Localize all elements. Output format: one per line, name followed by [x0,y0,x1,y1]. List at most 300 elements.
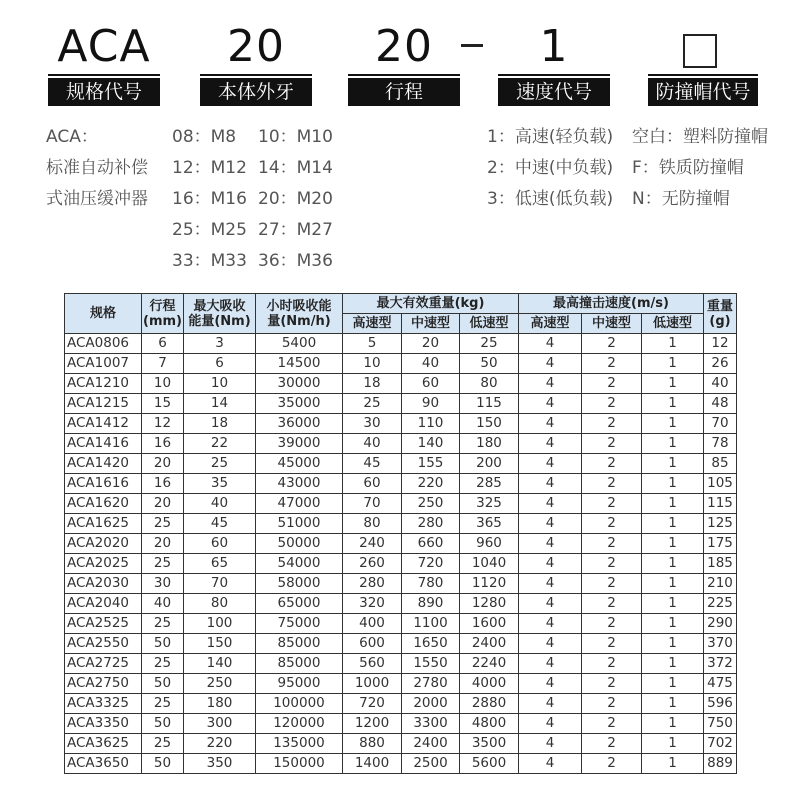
cell-speed-low: 1 [642,374,704,394]
cell-load-low: 25 [460,334,519,354]
cell-hourly-energy: 85000 [256,634,343,654]
col-header-speed-mid: 中速型 [582,314,642,334]
cell-speed-high: 4 [519,734,582,754]
cell-model: ACA2040 [65,594,142,614]
cell-speed-low: 1 [642,534,704,554]
cell-hourly-energy: 95000 [256,674,343,694]
label-thread: 本体外牙 [200,78,312,106]
cell-stroke: 20 [142,454,184,474]
cell-model: ACA1625 [65,514,142,534]
cell-weight: 115 [704,494,737,514]
cell-stroke: 25 [142,614,184,634]
cell-load-low: 5600 [460,754,519,774]
cell-weight: 26 [704,354,737,374]
cell-max-energy: 65 [184,554,256,574]
cell-hourly-energy: 45000 [256,454,343,474]
cell-speed-mid: 2 [582,354,642,374]
cell-speed-low: 1 [642,554,704,574]
table-row [65,554,737,574]
label-cap: 防撞帽代号 [648,78,758,106]
cell-speed-mid: 2 [582,594,642,614]
table-row [65,434,737,454]
series-desc-2: 标准自动补偿 [46,158,148,178]
cell-model: ACA0806 [65,334,142,354]
cell-weight: 596 [704,694,737,714]
cell-speed-high: 4 [519,654,582,674]
cell-load-high: 880 [343,734,402,754]
col-header-model: 规格 [65,294,142,334]
cell-load-low: 80 [460,374,519,394]
cell-load-mid: 250 [402,494,460,514]
table-row [65,714,737,734]
table-row [65,634,737,654]
cell-max-energy: 18 [184,414,256,434]
cell-hourly-energy: 120000 [256,714,343,734]
cell-speed-high: 4 [519,334,582,354]
underline-speed [498,74,610,76]
cell-speed-mid: 2 [582,634,642,654]
cell-model: ACA1416 [65,434,142,454]
cell-load-low: 180 [460,434,519,454]
cell-hourly-energy: 14500 [256,354,343,374]
cell-speed-mid: 2 [582,754,642,774]
cell-stroke: 30 [142,574,184,594]
thread-option: 20：M20 [258,189,333,209]
cell-hourly-energy: 85000 [256,654,343,674]
table-row [65,454,737,474]
cell-load-low: 1040 [460,554,519,574]
cell-stroke: 25 [142,734,184,754]
cell-speed-mid: 2 [582,654,642,674]
col-header-load-mid: 中速型 [402,314,460,334]
cell-load-high: 280 [343,574,402,594]
cell-load-high: 720 [343,694,402,714]
cell-speed-low: 1 [642,394,704,414]
cell-load-mid: 20 [402,334,460,354]
code-stroke: 20 [375,21,433,72]
cell-speed-high: 4 [519,434,582,454]
cell-load-low: 1600 [460,614,519,634]
cell-max-energy: 220 [184,734,256,754]
cell-stroke: 16 [142,434,184,454]
cell-speed-low: 1 [642,594,704,614]
table-row [65,334,737,354]
speed-option: 3：低速(低负载) [487,189,614,209]
cell-max-energy: 250 [184,674,256,694]
cell-stroke: 20 [142,534,184,554]
cell-model: ACA2525 [65,614,142,634]
cell-load-high: 25 [343,394,402,414]
cell-weight: 175 [704,534,737,554]
cell-stroke: 40 [142,594,184,614]
cell-load-high: 240 [343,534,402,554]
cell-speed-mid: 2 [582,394,642,414]
cell-stroke: 25 [142,654,184,674]
cell-load-low: 1120 [460,574,519,594]
col-header-max-load: 最大有效重量(kg) [343,294,519,314]
cell-load-low: 1280 [460,594,519,614]
cell-load-low: 4800 [460,714,519,734]
cell-load-mid: 3300 [402,714,460,734]
speed-option: 1：高速(轻负载) [487,127,614,147]
cell-load-high: 1000 [343,674,402,694]
cell-load-mid: 660 [402,534,460,554]
cell-speed-high: 4 [519,474,582,494]
cell-hourly-energy: 43000 [256,474,343,494]
cell-speed-mid: 2 [582,554,642,574]
cap-code-box [683,34,717,68]
table-body [65,334,737,774]
cell-speed-mid: 2 [582,374,642,394]
thread-option: 12：M12 [172,158,247,178]
cell-hourly-energy: 100000 [256,694,343,714]
cell-load-high: 40 [343,434,402,454]
cell-load-high: 70 [343,494,402,514]
col-header-weight: 重量 (g) [704,294,737,334]
code-dash [461,44,483,47]
cell-weight: 105 [704,474,737,494]
cell-load-mid: 1100 [402,614,460,634]
col-header-load-low: 低速型 [460,314,519,334]
cell-weight: 750 [704,714,737,734]
cell-load-high: 18 [343,374,402,394]
thread-option: 16：M16 [172,189,247,209]
cell-speed-low: 1 [642,434,704,454]
cell-speed-high: 4 [519,394,582,414]
table-row [65,374,737,394]
cell-stroke: 20 [142,494,184,514]
cell-weight: 48 [704,394,737,414]
cell-speed-low: 1 [642,474,704,494]
cell-speed-low: 1 [642,574,704,594]
cell-hourly-energy: 54000 [256,554,343,574]
cell-stroke: 50 [142,714,184,734]
cell-speed-high: 4 [519,454,582,474]
col-header-max-energy: 最大吸收 能量(Nm) [184,294,256,334]
cell-load-low: 50 [460,354,519,374]
cell-weight: 475 [704,674,737,694]
cell-load-mid: 2000 [402,694,460,714]
cell-speed-mid: 2 [582,334,642,354]
cell-max-energy: 25 [184,454,256,474]
cell-stroke: 50 [142,754,184,774]
cell-load-mid: 220 [402,474,460,494]
cell-max-energy: 10 [184,374,256,394]
cell-model: ACA1210 [65,374,142,394]
cell-hourly-energy: 39000 [256,434,343,454]
cell-load-mid: 780 [402,574,460,594]
cell-speed-low: 1 [642,514,704,534]
label-series: 规格代号 [48,78,160,106]
cell-speed-low: 1 [642,334,704,354]
cell-load-high: 30 [343,414,402,434]
cell-load-low: 285 [460,474,519,494]
thread-option: 36：M36 [258,251,333,271]
cell-speed-mid: 2 [582,474,642,494]
cell-speed-high: 4 [519,554,582,574]
thread-option: 10：M10 [258,127,333,147]
cell-max-energy: 14 [184,394,256,414]
cell-speed-high: 4 [519,514,582,534]
cell-weight: 210 [704,574,737,594]
cell-speed-low: 1 [642,714,704,734]
col-header-speed-low: 低速型 [642,314,704,334]
cell-speed-high: 4 [519,414,582,434]
cell-load-mid: 1550 [402,654,460,674]
cell-speed-mid: 2 [582,734,642,754]
cell-load-low: 960 [460,534,519,554]
cell-model: ACA2550 [65,634,142,654]
cell-load-mid: 720 [402,554,460,574]
cell-model: ACA1007 [65,354,142,374]
col-header-speed-high: 高速型 [519,314,582,334]
cell-model: ACA1616 [65,474,142,494]
cap-option: N：无防撞帽 [632,189,730,209]
cell-speed-high: 4 [519,754,582,774]
cell-stroke: 16 [142,474,184,494]
cell-load-high: 5 [343,334,402,354]
cell-load-high: 400 [343,614,402,634]
cell-load-low: 200 [460,454,519,474]
cell-model: ACA3650 [65,754,142,774]
cell-hourly-energy: 50000 [256,534,343,554]
cell-hourly-energy: 47000 [256,494,343,514]
cell-speed-low: 1 [642,654,704,674]
cell-load-high: 1200 [343,714,402,734]
cell-hourly-energy: 58000 [256,574,343,594]
spec-table [64,293,737,774]
cell-load-mid: 140 [402,434,460,454]
cell-load-low: 365 [460,514,519,534]
cell-hourly-energy: 35000 [256,394,343,414]
cell-load-mid: 90 [402,394,460,414]
cell-hourly-energy: 36000 [256,414,343,434]
table-row [65,514,737,534]
cell-speed-mid: 2 [582,614,642,634]
cell-load-mid: 2780 [402,674,460,694]
cell-weight: 225 [704,594,737,614]
underline-series [48,74,160,76]
cell-hourly-energy: 5400 [256,334,343,354]
cell-hourly-energy: 75000 [256,614,343,634]
cell-model: ACA3350 [65,714,142,734]
cell-load-low: 2240 [460,654,519,674]
cell-model: ACA3625 [65,734,142,754]
table-row [65,754,737,774]
series-desc-1: ACA： [46,127,98,147]
cell-speed-low: 1 [642,494,704,514]
table-row [65,674,737,694]
cell-load-low: 325 [460,494,519,514]
table-row [65,654,737,674]
cell-hourly-energy: 51000 [256,514,343,534]
table-row [65,494,737,514]
cell-hourly-energy: 135000 [256,734,343,754]
cell-load-high: 80 [343,514,402,534]
cell-speed-low: 1 [642,634,704,654]
cap-option: F：铁质防撞帽 [632,158,744,178]
cell-load-low: 3500 [460,734,519,754]
cell-max-energy: 40 [184,494,256,514]
cell-speed-mid: 2 [582,534,642,554]
col-header-max-speed: 最高撞击速度(m/s) [519,294,704,314]
table-row [65,354,737,374]
cell-weight: 370 [704,634,737,654]
cell-speed-mid: 2 [582,574,642,594]
thread-option: 27：M27 [258,220,333,240]
cell-weight: 125 [704,514,737,534]
cell-speed-low: 1 [642,414,704,434]
cell-model: ACA2030 [65,574,142,594]
cell-max-energy: 150 [184,634,256,654]
cell-speed-low: 1 [642,694,704,714]
cell-speed-low: 1 [642,734,704,754]
cell-model: ACA2020 [65,534,142,554]
cell-speed-high: 4 [519,374,582,394]
cell-stroke: 25 [142,554,184,574]
cell-max-energy: 35 [184,474,256,494]
cell-weight: 889 [704,754,737,774]
cell-load-low: 115 [460,394,519,414]
code-thread: 20 [227,21,285,72]
cell-load-high: 10 [343,354,402,374]
cell-load-mid: 110 [402,414,460,434]
cell-speed-mid: 2 [582,494,642,514]
cell-speed-mid: 2 [582,674,642,694]
cell-weight: 78 [704,434,737,454]
table-row [65,734,737,754]
cell-load-mid: 40 [402,354,460,374]
table-row [65,474,737,494]
cell-speed-high: 4 [519,694,582,714]
cell-speed-high: 4 [519,714,582,734]
cell-hourly-energy: 65000 [256,594,343,614]
code-speed: 1 [539,21,569,72]
cell-weight: 290 [704,614,737,634]
cell-speed-low: 1 [642,754,704,774]
cell-stroke: 50 [142,634,184,654]
cell-max-energy: 300 [184,714,256,734]
cell-weight: 372 [704,654,737,674]
cell-max-energy: 22 [184,434,256,454]
label-speed: 速度代号 [498,78,610,106]
cell-weight: 185 [704,554,737,574]
table-row [65,534,737,554]
cell-load-mid: 1650 [402,634,460,654]
cell-speed-mid: 2 [582,714,642,734]
cell-load-mid: 60 [402,374,460,394]
table-row [65,414,737,434]
cell-speed-high: 4 [519,594,582,614]
cell-speed-high: 4 [519,354,582,374]
cell-speed-high: 4 [519,574,582,594]
col-header-hourly-energy: 小时吸收能 量(Nm/h) [256,294,343,334]
cell-load-mid: 2400 [402,734,460,754]
label-stroke: 行程 [348,78,460,106]
cell-weight: 85 [704,454,737,474]
cell-speed-high: 4 [519,614,582,634]
cell-load-high: 560 [343,654,402,674]
cell-max-energy: 60 [184,534,256,554]
table-row [65,394,737,414]
table-header-row [65,294,737,314]
thread-option: 33：M33 [172,251,247,271]
cell-model: ACA1620 [65,494,142,514]
cell-speed-high: 4 [519,674,582,694]
cell-stroke: 6 [142,334,184,354]
series-desc-3: 式油压缓冲器 [46,189,148,209]
cell-load-high: 60 [343,474,402,494]
underline-cap [648,74,758,76]
cell-speed-mid: 2 [582,414,642,434]
cell-speed-high: 4 [519,494,582,514]
table-row [65,694,737,714]
cell-max-energy: 70 [184,574,256,594]
cell-speed-mid: 2 [582,434,642,454]
cell-hourly-energy: 150000 [256,754,343,774]
cell-stroke: 25 [142,514,184,534]
cell-load-high: 1400 [343,754,402,774]
underline-thread [200,74,312,76]
thread-option: 14：M14 [258,158,333,178]
table-row [65,574,737,594]
cell-load-mid: 890 [402,594,460,614]
cell-weight: 12 [704,334,737,354]
cell-load-low: 4000 [460,674,519,694]
cell-weight: 70 [704,414,737,434]
cell-max-energy: 3 [184,334,256,354]
cell-speed-mid: 2 [582,454,642,474]
cell-load-high: 45 [343,454,402,474]
cell-stroke: 12 [142,414,184,434]
cell-model: ACA2025 [65,554,142,574]
cap-option: 空白：塑料防撞帽 [632,127,768,147]
cell-stroke: 10 [142,374,184,394]
cell-load-low: 2400 [460,634,519,654]
cell-stroke: 7 [142,354,184,374]
cell-speed-mid: 2 [582,694,642,714]
cell-model: ACA1420 [65,454,142,474]
cell-speed-low: 1 [642,614,704,634]
cell-model: ACA1412 [65,414,142,434]
cell-max-energy: 180 [184,694,256,714]
thread-option: 25：M25 [172,220,247,240]
cell-load-mid: 2500 [402,754,460,774]
cell-speed-high: 4 [519,534,582,554]
code-series: ACA [57,21,151,72]
cell-weight: 702 [704,734,737,754]
underline-stroke [348,74,460,76]
cell-stroke: 25 [142,694,184,714]
cell-load-high: 260 [343,554,402,574]
table-row [65,614,737,634]
cell-load-low: 2880 [460,694,519,714]
cell-model: ACA3325 [65,694,142,714]
cell-load-low: 150 [460,414,519,434]
cell-max-energy: 45 [184,514,256,534]
col-header-stroke: 行程 (mm) [142,294,184,334]
cell-max-energy: 80 [184,594,256,614]
cell-speed-low: 1 [642,674,704,694]
cell-load-high: 320 [343,594,402,614]
cell-speed-low: 1 [642,354,704,374]
cell-load-high: 600 [343,634,402,654]
cell-weight: 40 [704,374,737,394]
table-row [65,594,737,614]
cell-load-mid: 280 [402,514,460,534]
cell-model: ACA1215 [65,394,142,414]
cell-max-energy: 6 [184,354,256,374]
